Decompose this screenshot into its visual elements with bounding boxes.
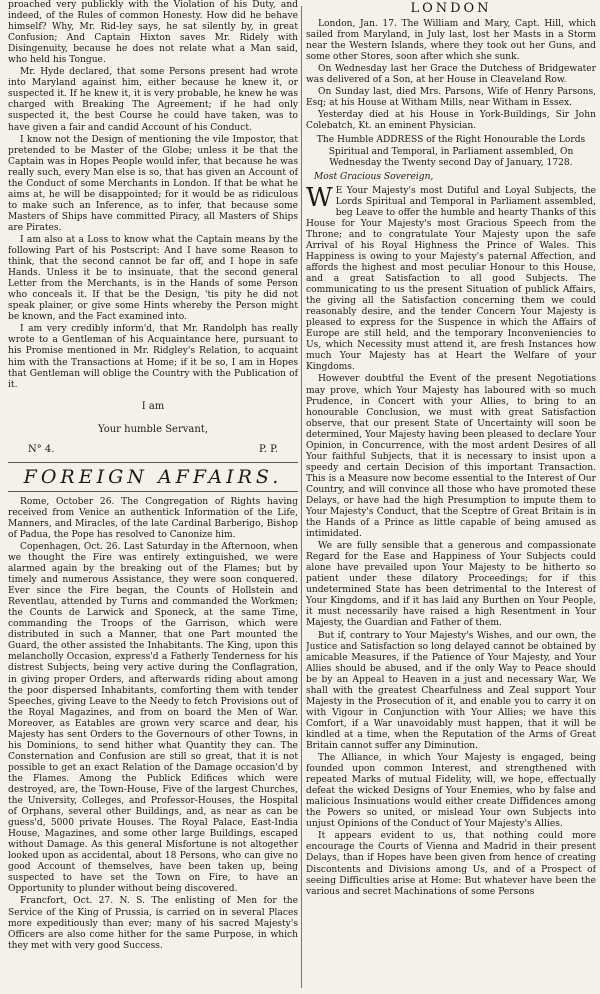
address-paragraph-4: But if, contrary to Your Majesty's Wishes, and our own, the Justice and Satisfaction so long delayed cannot be obtained by amicable Measures, if the Patience of Your Majesty, and Your Allies should be abused, and if the only Way to Peace should be by an Appeal to Heaven in a just and necessary War, We shall with the greatest Chearfulness and Zeal support Your Majesty in the Prosecution of it, and enable you to carry it on with Vigour in Conjunction with Your Allies; we have this Comfort, if a War unavoidably must happen, that it will be kindled at a time, when the Reputation of the Arms of Great Britain cannot suffer any Diminution. (306, 630, 596, 751)
address-paragraph-3: We are fully sensible that a generous and compassionate Regard for the Ease and Happiness of Your Subjects could alone have prevailed upon Your Majesty to be hitherto so patient under these dilatory Proceedings; for if this undetermined State has been detrimental to the Interest of Your Kingdoms, and if it has laid any Burthen on Your People, it must necessarily have raised a high Resentment in Your Majesty, the Guardian and Father of them. (306, 541, 596, 629)
address-paragraph-2: However doubtful the Event of the present Negotiations may prove, which Your Majesty has laboured with so much Prudence, in Concert with your Allies, to bring to an honourable Conclusion, we must with great Satisfaction observe, that our present State of Uncertainty will soon be determined, Your Majesty having been pleased to declare Your Opinion, in Concurrence, with the most ardent Desires of all Your faithful Subjects, that it is necessary to insist upon a speedy and certain Decision of this important Transaction. This is a Measure now become essential to the Interest of Our Country, and will convince all those who have promoted these Delays, or have had the high Presumption to impute them to Your Majesty's Conduct, that the Sceptre of Great Britain is in the Hands of a Prince as little capable of being amused as intimidated. (306, 374, 596, 540)
news-london-ship: London, Jan. 17. The William and Mary, Capt. Hill, which sailed from Maryland, in July last, lost her Masts in a Storm near the Western Islands, where they took out her Guns, and some other Stores, soon after which she sunk. (306, 19, 596, 63)
address-paragraph-5: The Alliance, in which Your Majesty is engaged, being founded upon common Interest, and strengthened with repeated Marks of mutual Fidelity, will, we hope, effectually defeat the wicked Designs of Your Enemies, who by false and malicious Insinuations would either create Diffidences among the Powers so united, or mislead Your own Subjects into unjust Opinions of the Conduct of Your Majesty's Allies. (306, 753, 596, 830)
letter-paragraph-2: Mr. Hyde declared, that some Persons present had wrote into Maryland against him, either because he knew it, or suspected it. If he knew it, it is very probable, he knew he was charged with Breaking The Agreement; if he had only suspected it, the best Course he could have taken, was to have given a fair and candid Account of his Conduct. (8, 67, 298, 133)
address-heading: The Humble ADDRESS of the Right Honourable the Lords Spiritual and Temporal, in Parliament assembled, On Wednesday the Twenty second Day of January, 1728. (316, 135, 586, 168)
news-rome: Rome, October 26. The Congregation of Rights having received from Venice an authentick Information of the Life, Manners, and Miracles, of the late Cardinal Barberigo, Bishop of Padua, the Pope has resolved to Canonize him. (8, 496, 298, 540)
section-title-london: LONDON (410, 1, 492, 16)
left-column (8, 0, 298, 994)
news-francfort: Francfort, Oct. 27. N. S. The enlisting of Men for the Service of the King of Prussia, is carried on in several Places more expeditiously than ever; many of his sacred Majesty's Officers are also come hither for the same Purpose, in which they met with very good Success. (8, 896, 298, 951)
author-initials: P. P. (259, 443, 278, 455)
address-salutation: Most Gracious Sovereign, (314, 171, 434, 182)
address-paragraph-1-text: E Your Majesty's most Dutiful and Loyal Subjects, the Lords Spiritual and Temporal in Parliament assembled, beg Leave to offer the humble and hearty Thanks of this House for Your Majesty's most Gracious Speech from the Throne; and to congratulate Your Majesty upon the safe Arrival of his Royal Highness the Prince of Wales. This Happiness is owing to your Majesty's paternal Affection, and affords the highest and most peculiar Honour to this House, and a great Satisfaction to all good Subjects. The communicating to us the present Situation of publick Affairs, the giving all the Satisfaction concerning them we could reasonably desire, and the tender Concern Your Majesty is pleased to express for the Suspence in which the Affairs of Europe are still held, and the temporary Inconveniencies to Us, which Necessity must attend it, are fresh Instances how much Your Majesty has at Heart the Welfare of your Kingdoms. (306, 185, 596, 373)
letter-paragraph-1: proached very publickly with the Violation of his Duty, and indeed, of the Rules of common Honesty. How did he behave himself? Why, Mr. Rid-ley says, he sat silently by, in great Confusion; And Captain Hixton saves Mr. Ridely with Disingenuity, because he does not relate what a Man said, who held his Tongue. (8, 0, 298, 66)
letter-signature-row (8, 436, 298, 459)
right-column (306, 0, 596, 994)
news-copenhagen: Copenhagen, Oct. 26. Last Saturday in the Afternoon, when we thought the Fire was entirely extinguished, we were alarmed again by the breaking out of the Flames; but by timely and numerous Assistance, they were soon conquered. Ever since the Fire began, the Counts of Hollstein and Reventlau, attended by Turns and commanded the Workmen; the Counts de Larwick and Sponeck, at the same Time, commanding the Troops of the Garrison, which were distributed in such a Manner, that one Part mounted the Guard, the other assisted the Inhabitants. The King, upon this melancholly Occasion, express'd a Fatherly Tenderness for his distrest Subjects, being very active during the Conflagration, in giving proper Orders, and afterwards riding about among the poor dispersed Inhabitants, comforting them with tender Speeches, giving Leave to the Needy to fetch Provisions out of the Royal Magazines, and from on board the Men of War. Moreover, as Eatables are grown very scarce and dear, his Majesty has sent Orders to the Governours of other Towns, in his Dominions, to send hither what Quantity they can. The Consternation and Confusion are still so great, that it is not possible to get an exact Relation of the Damage occasion'd by the Flames. Among the Publick Edifices which were destroyed, are, the Town-House, Five of the largest Churches, the University, Colleges, and Professor-Houses, the Hospital of Orphans, several other Buildings, and, as near as can be guess'd, 5000 private Houses. The Royal Palace, East-India House, Magazines, and some other large Buildings, escaped without Damage. As this general Misfortune is not altogether looked upon as accidental, about 18 Persons, who can give no good Account of themselves, have been taken up, being suspected to have set the Town on Fire, to have an Opportunity to plunder without being discovered. (8, 541, 298, 895)
section-title-foreign-affairs: FOREIGN AFFAIRS. (8, 462, 298, 492)
letter-closing: I am (141, 400, 165, 412)
letter-signoff: Your humble Servant, (97, 423, 208, 435)
address-paragraph-1 (306, 182, 596, 374)
issue-number: N° 4. (28, 443, 55, 455)
news-london-birth: On Wednesday last her Grace the Dutchess of Bridgewater was delivered of a Son, at her House in Cleaveland Row. (306, 64, 596, 86)
news-london-death-parsons: On Sunday last, died Mrs. Parsons, Wife of Henry Parsons, Esq; at his House at Witham Mills, near Witham in Essex. (306, 87, 596, 109)
letter-paragraph-3: I know not the Design of mentioning the vile Impostor, that pretended to be Master of the Globe; unless it be that the Captain was in Hopes People would infer, that because he was really such, every Man else is so, that has given an Account of the Conduct of some Merchants in London. If that be what he aims at, he will be disappointed; for it would be as ridiculous to make such an Inference, as to infer, that because some Masters of Ships have committed Piracy, all Masters of Ships are Pirates. (8, 134, 298, 233)
address-paragraph-6: It appears evident to us, that nothing could more encourage the Courts of Vienna and Madrid in their present Delays, than if Hopes have been given from hence of creating Discontents and Divisions among Us, and of a Prospect of seeing Difficulties arise at Home: But whatever have been the various and secret Machinations of some Persons (306, 831, 596, 897)
letter-paragraph-5: I am very credibly inform'd, that Mr. Randolph has really wrote to a Gentleman of his Acquaintance here, pursuant to his Promise mentioned in Mr. Ridgley's Relation, to acquaint him with the Transactions at Home; if it be so, I am in Hopes that Gentleman will oblige the Country with the Publication of it. (8, 324, 298, 390)
address-dropcap: W (306, 182, 333, 213)
news-london-death-colebatch: Yesterday died at his House in York-Buildings, Sir John Colebatch, Kt. an eminent Physician. (306, 110, 596, 132)
column-divider (301, 6, 302, 988)
letter-paragraph-4: I am also at a Loss to know what the Captain means by the following Part of his Postscript: And I have some Reason to think, that the second cannot be far off, and I hope in safe Hands. Unless it be to insinuate, that the second general Letter from the Merchants, is in the Hands of some Person who conceals it. If that be the Design, 'tis pity he did not speak plainer, or give some Hints whereby the Person might be known, and the Fact examined into. (8, 234, 298, 323)
